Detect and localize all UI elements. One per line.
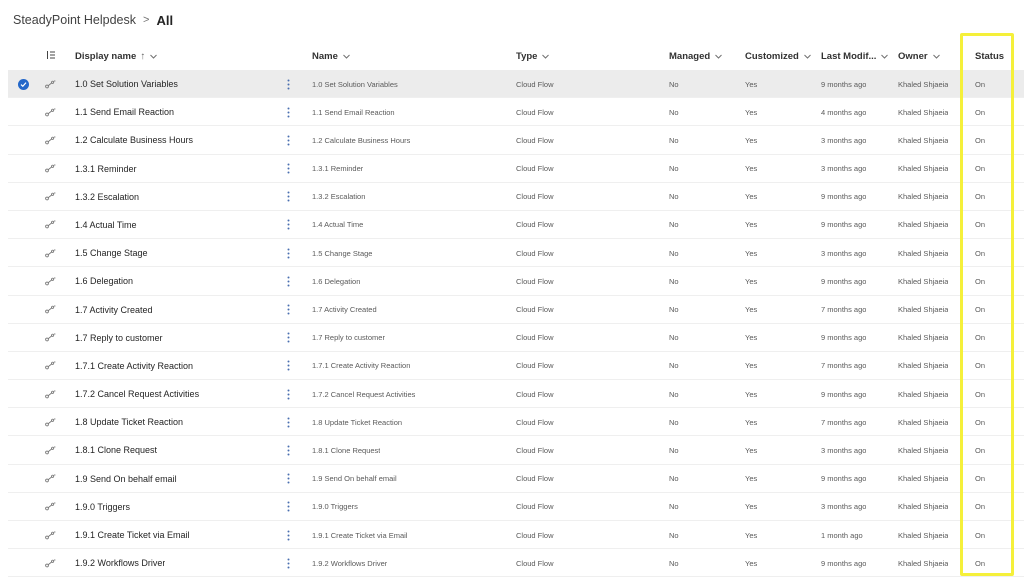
cloud-flow-icon	[45, 380, 56, 408]
cell-display-name[interactable]: 1.9.1 Create Ticket via Email	[75, 530, 190, 540]
chevron-down-icon	[149, 52, 158, 61]
cell-type: Cloud Flow	[516, 361, 554, 371]
cell-name: 1.1 Send Email Reaction	[312, 107, 395, 117]
cell-last-modified: 9 months ago	[821, 79, 867, 89]
cell-last-modified: 9 months ago	[821, 192, 867, 202]
cell-status: On	[975, 558, 986, 568]
cell-managed: No	[669, 276, 679, 286]
table-row[interactable]	[8, 183, 1024, 211]
more-vertical-icon[interactable]	[287, 521, 290, 549]
cell-customized: Yes	[745, 276, 758, 286]
table-row[interactable]	[8, 549, 1024, 577]
cell-owner: Khaled Shjaeia	[898, 135, 949, 145]
cell-type: Cloud Flow	[516, 276, 554, 286]
cloud-flow-icon	[45, 493, 56, 521]
cell-managed: No	[669, 389, 679, 399]
cloud-flow-icon	[45, 98, 56, 126]
cell-managed: No	[669, 502, 679, 512]
cell-last-modified: 7 months ago	[821, 305, 867, 314]
cell-customized: Yes	[745, 220, 758, 230]
cell-name: 1.3.1 Reminder	[312, 164, 364, 174]
cell-status: On	[975, 276, 986, 286]
cell-customized: Yes	[745, 558, 758, 568]
column-header-name[interactable]	[312, 42, 351, 70]
more-vertical-icon[interactable]	[287, 549, 290, 577]
cell-last-modified: 3 months ago	[821, 445, 867, 455]
cell-managed: No	[669, 79, 679, 89]
cell-type: Cloud Flow	[516, 474, 554, 484]
column-header-owner[interactable]	[898, 42, 941, 70]
cell-type: Cloud Flow	[516, 135, 554, 145]
cell-managed: No	[669, 305, 679, 314]
cell-name: 1.8 Update Ticket Reaction	[312, 417, 403, 427]
cell-type: Cloud Flow	[516, 530, 554, 540]
cell-owner: Khaled Shjaeia	[898, 107, 949, 117]
cell-type: Cloud Flow	[516, 79, 554, 89]
table-row[interactable]	[8, 493, 1024, 521]
cell-status: On	[975, 220, 986, 230]
breadcrumb-solution-link[interactable]: SteadyPoint Helpdesk	[13, 13, 136, 27]
cell-last-modified: 9 months ago	[821, 333, 867, 343]
cell-owner: Khaled Shjaeia	[898, 164, 949, 174]
cell-customized: Yes	[745, 305, 758, 314]
cell-customized: Yes	[745, 333, 758, 343]
cell-last-modified: 9 months ago	[821, 389, 867, 399]
cell-managed: No	[669, 474, 679, 484]
cell-managed: No	[669, 333, 679, 343]
chevron-down-icon	[803, 52, 812, 61]
cell-managed: No	[669, 248, 679, 258]
more-vertical-icon[interactable]	[287, 408, 290, 436]
cloud-flow-icon	[45, 436, 56, 464]
more-vertical-icon[interactable]	[287, 380, 290, 408]
cell-last-modified: 9 months ago	[821, 220, 867, 230]
objects-grid	[8, 42, 1024, 577]
cell-last-modified: 7 months ago	[821, 361, 867, 371]
cloud-flow-icon	[45, 408, 56, 436]
cell-owner: Khaled Shjaeia	[898, 220, 949, 230]
cell-owner: Khaled Shjaeia	[898, 502, 949, 512]
cell-type: Cloud Flow	[516, 445, 554, 455]
cell-name: 1.8.1 Clone Request	[312, 445, 381, 455]
column-header-display-name[interactable]	[75, 42, 158, 70]
cell-managed: No	[669, 558, 679, 568]
cloud-flow-icon	[45, 183, 56, 211]
cell-display-name[interactable]: 1.9.0 Triggers	[75, 501, 131, 512]
cell-customized: Yes	[745, 135, 758, 145]
column-label: Last Modif...	[821, 50, 877, 62]
column-header-managed[interactable]	[669, 42, 723, 70]
cell-status: On	[975, 530, 986, 540]
cell-last-modified: 3 months ago	[821, 135, 867, 145]
more-vertical-icon[interactable]	[287, 98, 290, 126]
cell-last-modified: 7 months ago	[821, 417, 867, 427]
cloud-flow-icon	[45, 352, 56, 380]
cell-owner: Khaled Shjaeia	[898, 530, 949, 540]
column-label: Type	[516, 50, 538, 62]
table-row[interactable]	[8, 408, 1024, 436]
more-vertical-icon[interactable]	[287, 239, 290, 267]
cell-managed: No	[669, 361, 679, 371]
breadcrumb-current: All	[156, 12, 174, 28]
cell-managed: No	[669, 530, 679, 540]
cell-type: Cloud Flow	[516, 164, 554, 174]
cell-type: Cloud Flow	[516, 502, 554, 512]
chevron-down-icon	[342, 52, 351, 61]
cell-display-name[interactable]: 1.2 Calculate Business Hours	[75, 135, 194, 146]
cloud-flow-icon	[45, 521, 56, 549]
table-row[interactable]	[8, 521, 1024, 549]
table-row[interactable]	[8, 324, 1024, 352]
cell-name: 1.4 Actual Time	[312, 220, 364, 230]
grid-body	[8, 70, 1024, 577]
cell-customized: Yes	[745, 361, 758, 371]
cell-owner: Khaled Shjaeia	[898, 417, 949, 427]
cell-display-name[interactable]: 1.9 Send On behalf email	[75, 473, 177, 484]
cell-name: 1.7.1 Create Activity Reaction	[312, 361, 411, 371]
cell-status: On	[975, 248, 986, 258]
more-vertical-icon[interactable]	[287, 211, 290, 239]
cell-name: 1.3.2 Escalation	[312, 192, 366, 202]
cell-status: On	[975, 107, 986, 117]
column-label: Name	[312, 50, 338, 62]
cell-name: 1.7 Reply to customer	[312, 333, 385, 343]
cell-name: 1.2 Calculate Business Hours	[312, 135, 411, 145]
more-vertical-icon[interactable]	[287, 296, 290, 324]
checkmark-circle-icon	[18, 79, 29, 90]
cell-customized: Yes	[745, 389, 758, 399]
cell-display-name[interactable]: 1.1 Send Email Reaction	[75, 107, 175, 118]
cell-name: 1.5 Change Stage	[312, 248, 373, 258]
cell-last-modified: 4 months ago	[821, 107, 867, 117]
cell-owner: Khaled Shjaeia	[898, 445, 949, 455]
cell-customized: Yes	[745, 79, 758, 89]
column-label: Customized	[745, 50, 799, 62]
cell-owner: Khaled Shjaeia	[898, 192, 949, 202]
cell-type: Cloud Flow	[516, 192, 554, 202]
cell-last-modified: 1 month ago	[821, 530, 863, 540]
cell-managed: No	[669, 192, 679, 202]
cell-display-name[interactable]: 1.4 Actual Time	[75, 219, 137, 230]
cell-owner: Khaled Shjaeia	[898, 305, 949, 314]
more-vertical-icon[interactable]	[287, 70, 290, 98]
chevron-down-icon	[932, 52, 941, 61]
more-vertical-icon[interactable]	[287, 436, 290, 464]
column-header-customized[interactable]	[745, 42, 812, 70]
table-row[interactable]	[8, 126, 1024, 154]
cell-name: 1.7.2 Cancel Request Activities	[312, 389, 416, 399]
cell-name: 1.9.1 Create Ticket via Email	[312, 530, 408, 540]
cell-status: On	[975, 135, 986, 145]
column-header-last-modified[interactable]	[821, 42, 889, 70]
more-vertical-icon[interactable]	[287, 126, 290, 154]
table-row[interactable]	[8, 380, 1024, 408]
more-vertical-icon[interactable]	[287, 155, 290, 183]
table-row[interactable]	[8, 267, 1024, 295]
cell-name: 1.9.2 Workflows Driver	[312, 558, 388, 568]
cell-owner: Khaled Shjaeia	[898, 474, 949, 484]
cell-owner: Khaled Shjaeia	[898, 248, 949, 258]
list-order-icon	[46, 50, 56, 63]
cell-status: On	[975, 474, 986, 484]
cell-managed: No	[669, 417, 679, 427]
cell-customized: Yes	[745, 192, 758, 202]
cell-owner: Khaled Shjaeia	[898, 558, 949, 568]
more-vertical-icon[interactable]	[287, 324, 290, 352]
cloud-flow-icon	[45, 296, 56, 324]
cell-owner: Khaled Shjaeia	[898, 79, 949, 89]
cell-managed: No	[669, 135, 679, 145]
cell-display-name[interactable]: 1.7 Activity Created	[75, 304, 153, 315]
table-row[interactable]	[8, 465, 1024, 493]
table-row[interactable]	[8, 155, 1024, 183]
cell-type: Cloud Flow	[516, 389, 554, 399]
table-row[interactable]	[8, 239, 1024, 267]
cloud-flow-icon	[45, 211, 56, 239]
cell-customized: Yes	[745, 164, 758, 174]
cell-display-name[interactable]: 1.5 Change Stage	[75, 248, 148, 259]
column-header-status[interactable]	[975, 42, 1004, 70]
column-label: Display name	[75, 50, 137, 62]
cell-status: On	[975, 333, 986, 343]
cell-name: 1.6 Delegation	[312, 276, 361, 286]
cell-managed: No	[669, 445, 679, 455]
column-label: Managed	[669, 50, 711, 62]
cell-status: On	[975, 389, 986, 399]
cell-type: Cloud Flow	[516, 220, 554, 230]
cloud-flow-icon	[45, 126, 56, 154]
cell-display-name[interactable]: 1.0 Set Solution Variables	[75, 79, 178, 89]
cell-name: 1.7 Activity Created	[312, 305, 377, 314]
cloud-flow-icon	[45, 239, 56, 267]
cell-customized: Yes	[745, 445, 758, 455]
cell-display-name[interactable]: 1.8.1 Clone Request	[75, 445, 158, 456]
breadcrumb	[13, 11, 173, 29]
cell-type: Cloud Flow	[516, 305, 554, 314]
cell-owner: Khaled Shjaeia	[898, 276, 949, 286]
cell-type: Cloud Flow	[516, 558, 554, 568]
cell-owner: Khaled Shjaeia	[898, 333, 949, 343]
row-select-checkbox[interactable]	[18, 70, 29, 98]
cell-last-modified: 3 months ago	[821, 502, 867, 512]
cell-display-name[interactable]: 1.3.2 Escalation	[75, 191, 140, 202]
cloud-flow-icon	[45, 324, 56, 352]
table-row[interactable]	[8, 98, 1024, 126]
cell-display-name[interactable]: 1.7.1 Create Activity Reaction	[75, 360, 194, 371]
table-row[interactable]	[8, 352, 1024, 380]
more-vertical-icon[interactable]	[287, 493, 290, 521]
cell-customized: Yes	[745, 248, 758, 258]
cell-type: Cloud Flow	[516, 248, 554, 258]
cell-customized: Yes	[745, 530, 758, 540]
cell-display-name[interactable]: 1.7 Reply to customer	[75, 332, 163, 343]
cell-type: Cloud Flow	[516, 417, 554, 427]
column-header-type[interactable]	[516, 42, 550, 70]
select-all-toggle[interactable]	[46, 42, 56, 70]
cell-managed: No	[669, 164, 679, 174]
cell-managed: No	[669, 220, 679, 230]
breadcrumb-separator: >	[143, 14, 150, 26]
cloud-flow-icon	[45, 70, 56, 98]
cell-display-name[interactable]: 1.3.1 Reminder	[75, 163, 137, 174]
cell-type: Cloud Flow	[516, 107, 554, 117]
cell-display-name[interactable]: 1.6 Delegation	[75, 276, 134, 287]
cell-managed: No	[669, 107, 679, 117]
grid-header	[8, 42, 1024, 70]
cell-name: 1.9.0 Triggers	[312, 502, 358, 512]
column-label: Owner	[898, 50, 928, 62]
table-row[interactable]	[8, 296, 1024, 324]
cell-last-modified: 9 months ago	[821, 474, 867, 484]
cell-status: On	[975, 192, 986, 202]
cell-display-name[interactable]: 1.7.2 Cancel Request Activities	[75, 389, 200, 400]
cell-last-modified: 3 months ago	[821, 248, 867, 258]
cell-status: On	[975, 79, 986, 89]
chevron-down-icon	[880, 52, 889, 61]
more-vertical-icon[interactable]	[287, 465, 290, 493]
cell-display-name[interactable]: 1.8 Update Ticket Reaction	[75, 417, 184, 428]
cell-owner: Khaled Shjaeia	[898, 389, 949, 399]
cell-name: 1.0 Set Solution Variables	[312, 79, 398, 89]
cell-display-name[interactable]: 1.9.2 Workflows Driver	[75, 558, 166, 569]
cloud-flow-icon	[45, 155, 56, 183]
column-label: Status	[975, 50, 1005, 62]
cell-customized: Yes	[745, 417, 758, 427]
cell-type: Cloud Flow	[516, 333, 554, 343]
cell-status: On	[975, 305, 986, 314]
cloud-flow-icon	[45, 267, 56, 295]
cell-status: On	[975, 502, 986, 512]
more-vertical-icon[interactable]	[287, 183, 290, 211]
chevron-down-icon	[541, 52, 550, 61]
cloud-flow-icon	[45, 549, 56, 577]
cell-last-modified: 3 months ago	[821, 164, 867, 174]
cell-status: On	[975, 361, 986, 371]
table-row[interactable]	[8, 70, 1024, 98]
cell-status: On	[975, 164, 986, 174]
cell-customized: Yes	[745, 107, 758, 117]
table-row[interactable]	[8, 211, 1024, 239]
cell-customized: Yes	[745, 502, 758, 512]
sort-ascending-icon: ↑	[140, 50, 146, 62]
more-vertical-icon[interactable]	[287, 267, 290, 295]
chevron-down-icon	[714, 52, 723, 61]
cell-name: 1.9 Send On behalf email	[312, 474, 397, 484]
table-row[interactable]	[8, 436, 1024, 464]
cell-status: On	[975, 445, 986, 455]
cell-status: On	[975, 417, 986, 427]
cell-owner: Khaled Shjaeia	[898, 361, 949, 371]
cell-customized: Yes	[745, 474, 758, 484]
cell-last-modified: 9 months ago	[821, 558, 867, 568]
more-vertical-icon[interactable]	[287, 352, 290, 380]
cell-last-modified: 9 months ago	[821, 276, 867, 286]
cloud-flow-icon	[45, 465, 56, 493]
